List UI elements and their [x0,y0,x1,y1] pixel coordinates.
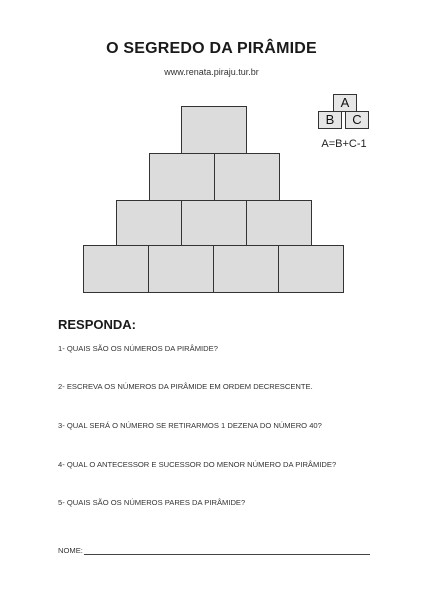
question-4: 4- QUAL O ANTECESSOR E SUCESSOR DO MENOR NÚMERO DA PIRÂMIDE? [58,460,337,469]
name-field[interactable] [84,554,370,555]
question-2: 2- ESCREVA OS NÚMEROS DA PIRÂMIDE EM ORDEM DECRESCENTE. [58,382,313,391]
responda-heading: RESPONDA: [58,317,137,332]
question-1: 1- QUAIS SÃO OS NÚMEROS DA PIRÂMIDE? [58,344,218,353]
pyramid-cell-r1-c1[interactable] [181,106,247,154]
legend-box-a: A [333,94,357,112]
legend-box-c: C [345,111,369,129]
name-label: NOME: [58,546,83,555]
question-5: 5- QUAIS SÃO OS NÚMEROS PARES DA PIRÂMIDE? [58,498,246,507]
pyramid-cell-r2-c2[interactable] [214,153,280,201]
legend-box-b: B [318,111,342,129]
pyramid-cell-r3-c1[interactable] [116,200,182,246]
pyramid-cell-r4-c3[interactable] [213,245,279,293]
website-url: www.renata.piraju.tur.br [164,67,259,77]
pyramid-cell-r4-c4[interactable] [278,245,344,293]
legend-formula: A=B+C-1 [321,138,367,150]
pyramid-cell-r3-c2[interactable] [181,200,247,246]
pyramid-cell-r4-c1[interactable] [83,245,149,293]
page-title: O SEGREDO DA PIRÂMIDE [106,40,317,57]
pyramid-cell-r3-c3[interactable] [246,200,312,246]
question-3: 3- QUAL SERÁ O NÚMERO SE RETIRARMOS 1 DEZENA DO NÚMERO 40? [58,421,322,430]
pyramid-cell-r2-c1[interactable] [149,153,215,201]
pyramid-cell-r4-c2[interactable] [148,245,214,293]
